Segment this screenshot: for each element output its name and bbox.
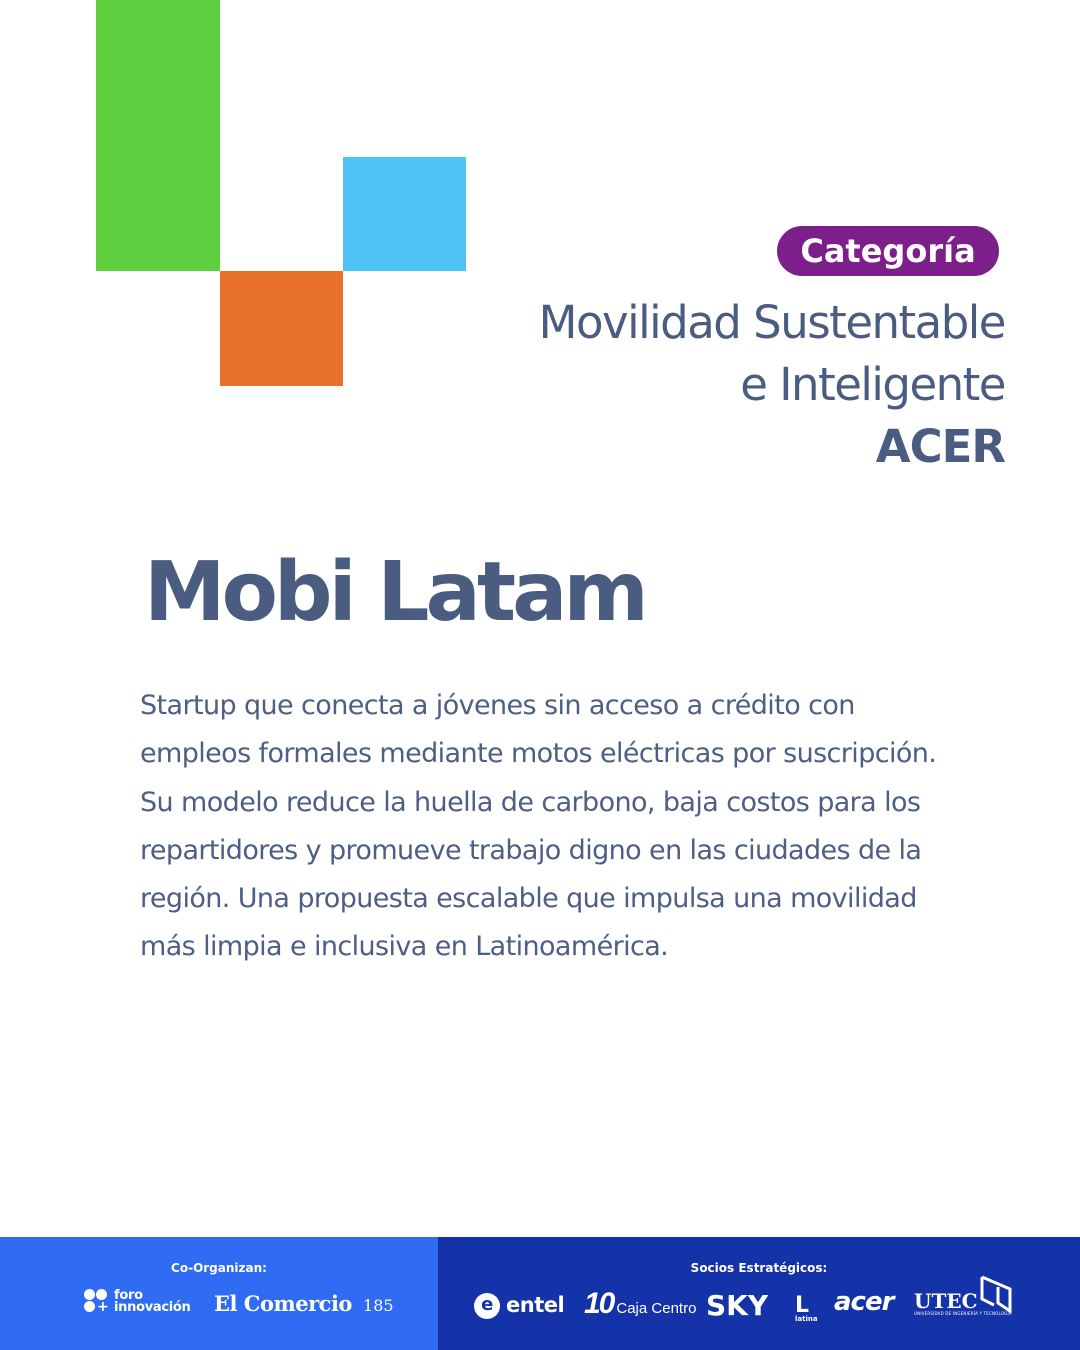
foro-innovacion-logo (84, 1289, 191, 1315)
foro-logo-line1: foro (114, 1288, 143, 1303)
caja-centro-name: Caja Centro (616, 1300, 697, 1317)
startup-description: Startup que conecta a jóvenes sin acceso a crédito con empleos formales mediante motos eléctricas por suscripción. Su modelo reduce la huella de carbono, baja costos para los repartidores y promueve trabajo digno en las ciudades de la región. Una propuesta escalable que impulsa una movilidad más limpia e inclusiva en Latinoamérica. (140, 690, 937, 963)
co-organizers-panel (0, 1237, 438, 1350)
latina-logo (795, 1293, 818, 1323)
caja-centro-anniversary: 10 (584, 1287, 614, 1320)
category-sponsor: ACER (875, 420, 1005, 473)
el-comercio-logo (214, 1291, 394, 1316)
sky-logo: SKY (706, 1289, 769, 1322)
foro-logo-line2: innovación (114, 1300, 191, 1315)
footer (0, 1237, 1080, 1350)
utec-name: UTEC (914, 1289, 978, 1313)
latina-mark: L (795, 1293, 810, 1318)
co-organizers-label: Co-Organizan: (171, 1261, 267, 1275)
el-comercio-years: 185 (363, 1296, 394, 1315)
category-name-line2: e Inteligente (740, 358, 1005, 411)
entel-mark-icon: e (474, 1293, 500, 1319)
partners-panel (438, 1237, 1080, 1350)
category-name (539, 292, 1005, 478)
startup-title: Mobi Latam (144, 545, 645, 640)
orange-square-shape (220, 271, 343, 386)
partners-label: Socios Estratégicos: (690, 1261, 828, 1275)
entel-logo (474, 1293, 564, 1319)
caja-centro-logo (584, 1287, 696, 1321)
utec-subtitle: UNIVERSIDAD DE INGENIERÍA Y TECNOLOGÍA (914, 1311, 1012, 1316)
blue-square-shape (343, 157, 466, 271)
el-comercio-name: El Comercio (214, 1291, 352, 1316)
utec-mark-icon (978, 1273, 1014, 1313)
entel-name: entel (506, 1293, 565, 1317)
foro-innovacion-mark-icon: + (84, 1289, 110, 1315)
category-name-line1: Movilidad Sustentable (538, 296, 1005, 349)
category-badge: Categoría (777, 226, 999, 276)
green-square-shape (96, 0, 220, 271)
latina-name: latina (795, 1315, 818, 1323)
acer-logo: acer (834, 1287, 894, 1317)
